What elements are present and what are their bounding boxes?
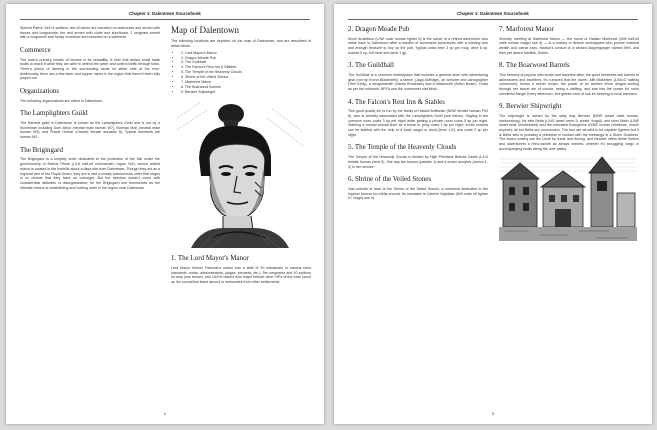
section-heading-brigingard: The Brigingard — [20, 145, 63, 154]
section-text-shrine: Just outside of town is the Shrine of the Veiled Stones, a memorial dedicated to the highest honour for militia around. Its caretaker is Caldrim Nightstar (N/N male elf fighter 5 / mage) use 4). — [348, 186, 488, 201]
section-text-commerce: The town's primary means of income is its versatility. A river that allows small trade boats to reach it while they are able to defend the water and control traffic through town. There's plenty of farming in the surrounding lands on either side of the river. Additionally, there are a few silver and copper mines in the region that haven't been fully played out. — [20, 57, 160, 81]
map-intro: The following locations are depicted on the map of Dalentown, and are described in detail below. — [171, 39, 311, 49]
section-heading-marforest: 7. Marforest Manor — [499, 25, 555, 33]
section-heading-shrine: 6. Shrine of the Veiled Stones — [348, 175, 432, 184]
section-heading-organizations: Organizations — [20, 87, 60, 96]
location-item: • 5. The Temple of the Heavenly Clouds — [181, 70, 311, 75]
right-column-2 — [499, 26, 639, 241]
location-item: • 4. The Falcon's Rest Inn & Stables — [181, 65, 311, 70]
section-text-lamplighters: The Harvest guild in Dalentown is known as the Lamplighters Guild and is run by a triumvirate including Dorn Athur (neutral male human W7), Borman Mori (neutral male human W3), and Shade Ombar (Chaotic female assassin 8). Typical members are human W1. — [20, 121, 160, 140]
location-item: • 3. The Guildhall — [181, 60, 311, 65]
location-item: • 9. Berwier Shipwright — [181, 90, 311, 95]
section-text-dragon-meade: Kinch Amahlson (L/NE male human fighter 6) is the owner of a retired adventurer who came back to Dalentown after a handful of successful adventures with a missing arm and enough treasure to buy up the pub. Typical costs beer 3 cp per mug, wine 6 cp, snacks 5 cp, full meal and drink 1 gp. — [348, 36, 488, 55]
location-item: • 6. Shrine of the Veiled Stones — [181, 75, 311, 80]
portrait-illustration — [171, 98, 309, 248]
section-text-guildhall: The Guildhall is a common marketplace that includes a general store with adventuring gear (run by Erond Blackmirth), a tanner (Jago Aldridge), an armorer and cartographer (Yem Kelly), a weaponsmith (Varlan Brownlaw) and a blacksmith (Alden Beam). Costs as per the rulebook; NPCs use the commoner stat block. — [348, 73, 488, 92]
section-text-boarwood: This brewery is popular with locals and travelers alike; the good breweries sell barrels to adventurers and travellers. It's rumored that the owner, Alfil Mikkelsen (L/N/LG halfling commoner), brews a secret recipe; the power of an ancient elven dragon-cooling through her secret ale of course, being a halfling; and she has the power for more wonderful things! Every afternoon, she grants rows of oak for keeping to local travelers. — [499, 73, 639, 96]
location-item: • 1. Lord Mayor's Manor — [181, 51, 311, 56]
section-text-brigingard: The Brigingard is a knightly order dedicated to the protection of the folk under the governorship of Baldus Rhine (L/LN half-elf commander, rogue, 6/4), whose walled manor is located in the foothills about a days ride from Dalentown. Though they act as a regional arm of the Royal Guard, they are in fact a mostly autonomous order that reigns in so remote that they have no oversight. But the freedom doesn't come with considerable attitudes or disorganization; for the Brigingard see themselves as the ultimate means of establishing and holding order in the region near Dalentown. — [20, 157, 160, 190]
location-list — [171, 51, 311, 95]
harbor-illustration — [499, 153, 637, 241]
left-column-2 — [171, 26, 311, 287]
section-heading-temple: 5. The Temple of the Heavenly Clouds — [348, 143, 457, 152]
section-heading-falcons-rest: 4. The Falcon's Rest Inn & Stables — [348, 97, 445, 106]
section-text-organizations: The following organizations are active in Dalentown. — [20, 98, 103, 103]
special-patrol-text: Special Patrol. 1d4+4 soldiers, two of whom are mounted on warhorses and armed with lances and longswords; the rest armed with clubs and shortbows. 1 sergeant armed with a longsword and heavy crossbow and mounted on a warhorse. — [20, 26, 160, 40]
section-heading-boarwood: 8. The Boarwood Barrels — [499, 61, 570, 70]
section-text-lord-mayors-manor: Lord Mayor Keinen Palomar's manor has a staff of 20 individuals in various roles (stewards, cooks, administrators, judges, servants, etc.). Ten sergeants and 10 soldiers on duty (see below), and 1d4+6 visitors who might include other VIPs of the town (such as the councillors listed above) or emissaries from other settlements. — [171, 266, 311, 285]
location-item: • 8. The Boarwood Barrels — [181, 85, 311, 90]
running-head: Chapter 1: Dalentown Sourcebook — [129, 11, 201, 16]
right-column-1 — [348, 26, 488, 203]
location-item: • 7. Marforest Manor — [181, 80, 311, 85]
location-item: • 2. Dragon Meade Pub — [181, 56, 311, 61]
section-text-falcons-rest: This good quality inn is run by the family of Haskel Anfflorian (N/NE female human Ftr3 6), who is secretly associated with the Lamplighters Guild (see below). Staying in the common room costs 3 sp per night while getting a private room costs 5 sp per night. Stabling a normal animal such as a horse or pony costs 1 sp per night; exotic mounts can be stabled with the help of a local ranger or druid (level 1-6), and costs 2 sp per night. — [348, 109, 488, 137]
section-heading-guildhall: 3. The Guildhall — [348, 61, 394, 70]
left-page — [6, 4, 324, 424]
page-number: 5 — [491, 411, 495, 416]
section-heading-dragon-meade: 2. Dragon Meade Pub — [348, 25, 410, 33]
left-column-1 — [20, 26, 160, 192]
header-rule — [20, 19, 310, 20]
section-heading-lord-mayors-manor: 1. The Lord Mayor's Manor — [171, 254, 249, 263]
section-text-marforest: Secretly meeting at Marforest Manor — the home of Hadlan Marforest (N/N half-elf male human mage) use 4) — is a society of demon worshippers who pursue material wealth and carnal lusts. Hadlan's consort is a wicked doppelganger named Ilfeli, and their pet desert basilisk, Suturn. — [499, 36, 639, 55]
running-head: Chapter 1: Dalentown Sourcebook — [457, 11, 529, 16]
section-heading-lamplighters: The Lamplighters Guild — [20, 109, 88, 118]
right-page — [334, 4, 652, 424]
section-heading-berwier: 9. Berwier Shipwright — [499, 102, 562, 111]
header-rule — [348, 19, 638, 20]
page-number: 4 — [163, 411, 167, 416]
section-text-berwier: The shipwright is owned by the salty dog Berwier (N/NE dwarf male human, hardworking); his wife Betta (L/NG dwarf cleric 5, subtle, frugal); and sons Malin (L/NE dwarf neat, kindhearted) and the educated Evangeline (N/NE human rebellious, mouth anyone); all but Betta are commoners. The four are all said to be capable fighters but it is Betta who is probably a priestess in contact with the blessings of a Storm Goddess. The docks nearby are the ports for trade and fishing, and Berwier offers these fishers and adventurers a retro-handle as always needed, whether it's smuggling cargo or accompanying boats along the river safely. — [499, 114, 639, 151]
map-heading: Map of Dalentown — [171, 25, 239, 35]
section-text-temple: The Temple of the Heavenly Clouds is tended by High Priestess Blanda Castle (L/LN female human cleric 5). She has two lemurs (paladin 1) and a dozen acolytes (clerics 1-3) in her service. — [348, 155, 488, 169]
section-heading-commerce: Commerce — [20, 46, 51, 55]
